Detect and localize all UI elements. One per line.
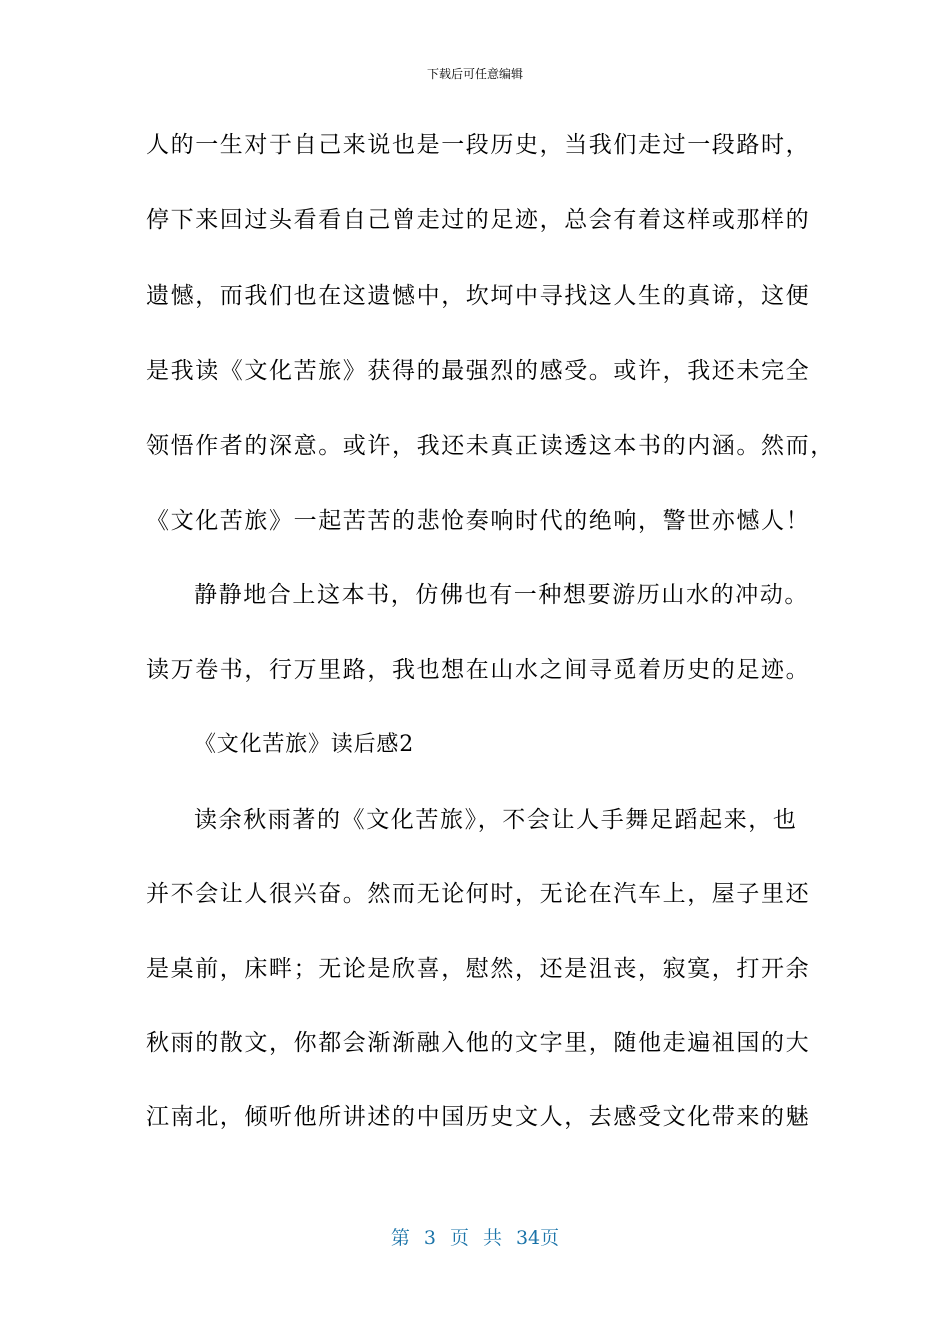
text-line: 领悟作者的深意。或许，我还未真正读透这本书的内涵。然而， — [146, 433, 835, 459]
text-line: 是桌前，床畔；无论是欣喜，慰然，还是沮丧，寂寞，打开余 — [146, 956, 811, 982]
section-heading: 《文化苦旅》读后感2 — [194, 732, 414, 757]
text-line: 读余秋雨著的《文化苦旅》，不会让人手舞足蹈起来，也 — [194, 807, 798, 833]
page-footer — [0, 1225, 950, 1251]
footer-total-pages: 34页 — [515, 1227, 560, 1249]
page-header-note: 下载后可任意编辑 — [426, 67, 523, 81]
text-line: 是我读《文化苦旅》获得的最强烈的感受。或许，我还未完全 — [146, 358, 811, 384]
text-line: 遗憾，而我们也在这遗憾中，坎坷中寻找这人生的真谛，这便 — [146, 283, 811, 309]
text-line: 静静地合上这本书，仿佛也有一种想要游历山水的冲动。 — [194, 582, 809, 608]
footer-ye: 页 — [449, 1227, 469, 1249]
footer-page-number: 3 — [423, 1227, 436, 1249]
footer-di: 第 — [390, 1227, 410, 1249]
text-line: 江南北，倾听他所讲述的中国历史文人，去感受文化带来的魅 — [146, 1104, 811, 1130]
text-line: 并不会让人很兴奋。然而无论何时，无论在汽车上，屋子里还 — [146, 881, 811, 907]
text-line: 秋雨的散文，你都会渐渐融入他的文字里，随他走遍祖国的大 — [146, 1030, 811, 1056]
text-line: 读万卷书，行万里路，我也想在山水之间寻觅着历史的足迹。 — [146, 657, 811, 683]
text-line: 人的一生对于自己来说也是一段历史，当我们走过一段路时， — [146, 132, 811, 158]
footer-gong: 共 — [482, 1227, 502, 1249]
text-line: 停下来回过头看看自己曾走过的足迹，总会有着这样或那样的 — [146, 207, 811, 233]
text-line: 《文化苦旅》一起苦苦的悲怆奏响时代的绝响，警世亦憾人！ — [146, 508, 811, 534]
